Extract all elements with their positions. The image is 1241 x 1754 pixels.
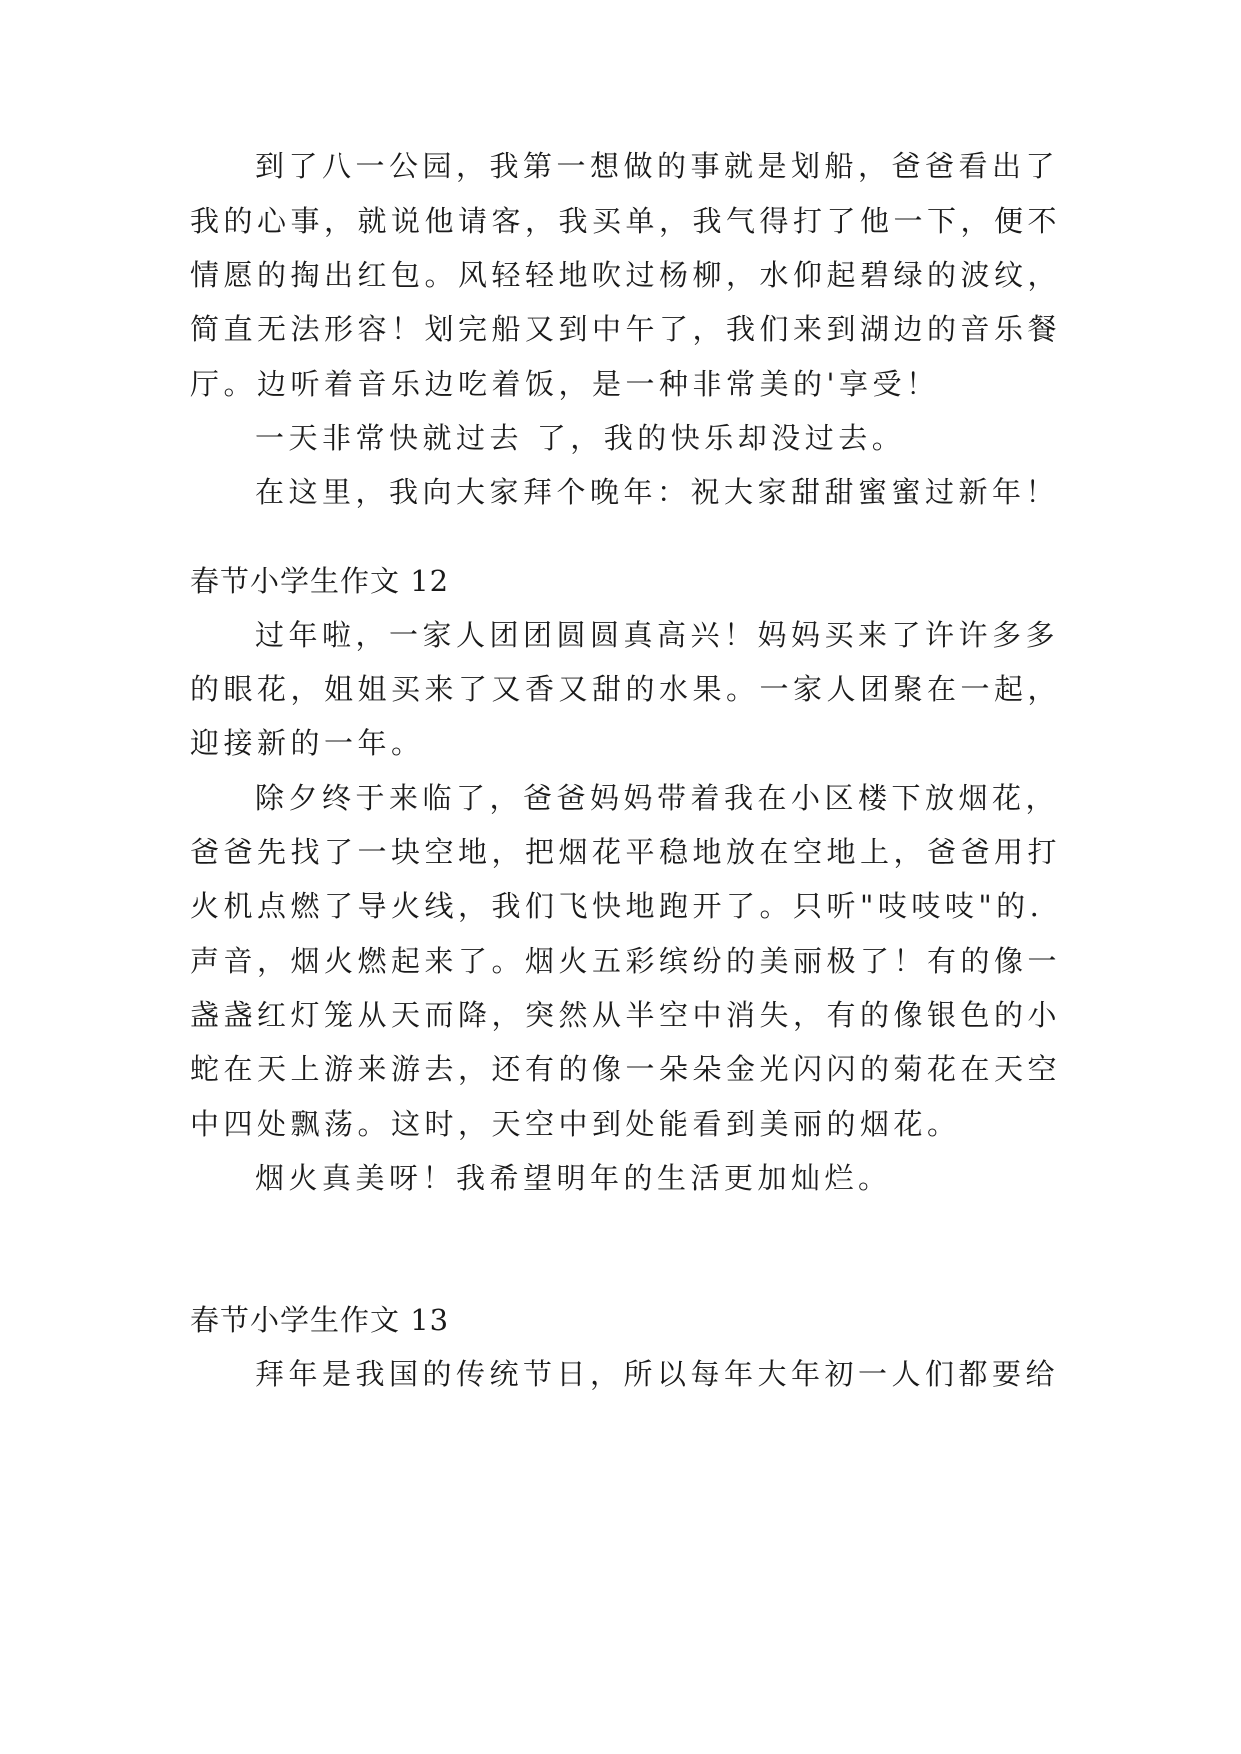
- paragraph-line: 过年啦，一家人团团圆圆真高兴！妈妈买来了许许多多: [255, 618, 1060, 652]
- paragraph-line: 除夕终于来临了，爸爸妈妈带着我在小区楼下放烟花，: [255, 781, 1060, 815]
- paragraph-line: 情愿的掏出红包。风轻轻地吹过杨柳，水仰起碧绿的波纹，: [190, 258, 1062, 292]
- paragraph-line: 一天非常快就过去 了，我的快乐却没过去。: [255, 421, 906, 455]
- paragraph-line: 爸爸先找了一块空地，把烟花平稳地放在空地上，爸爸用打: [190, 835, 1062, 869]
- section-title: 春节小学生作文 13: [190, 1303, 450, 1337]
- paragraph-line: 蛇在天上游来游去，还有的像一朵朵金光闪闪的菊花在天空: [190, 1052, 1062, 1086]
- paragraph-line: 的眼花，姐姐买来了又香又甜的水果。一家人团聚在一起，: [190, 672, 1062, 706]
- paragraph-line: 在这里，我向大家拜个晚年：祝大家甜甜蜜蜜过新年！: [255, 475, 1060, 509]
- section-title: 春节小学生作文 12: [190, 564, 450, 598]
- paragraph-line: 中四处飘荡。这时，天空中到处能看到美丽的烟花。: [190, 1107, 961, 1141]
- paragraph-line: 简直无法形容！划完船又到中午了，我们来到湖边的音乐餐: [190, 312, 1062, 346]
- paragraph-line: 厅。边听着音乐边吃着饭，是一种非常美的'享受！: [190, 367, 940, 401]
- paragraph-line: 烟火真美呀！我希望明年的生活更加灿烂。: [255, 1161, 892, 1195]
- paragraph-line: 我的心事，就说他请客，我买单，我气得打了他一下，便不: [190, 204, 1062, 238]
- paragraph-line: 迎接新的一年。: [190, 726, 425, 760]
- paragraph-line: 到了八一公园，我第一想做的事就是划船，爸爸看出了: [255, 149, 1060, 183]
- paragraph-line: 拜年是我国的传统节日，所以每年大年初一人们都要给: [255, 1357, 1060, 1391]
- paragraph-line: 盏盏红灯笼从天而降，突然从半空中消失，有的像银色的小: [190, 998, 1062, 1032]
- paragraph-line: 火机点燃了导火线，我们飞快地跑开了。只听"吱吱吱"的.: [190, 889, 1044, 923]
- paragraph-line: 声音，烟火燃起来了。烟火五彩缤纷的美丽极了！有的像一: [190, 944, 1062, 978]
